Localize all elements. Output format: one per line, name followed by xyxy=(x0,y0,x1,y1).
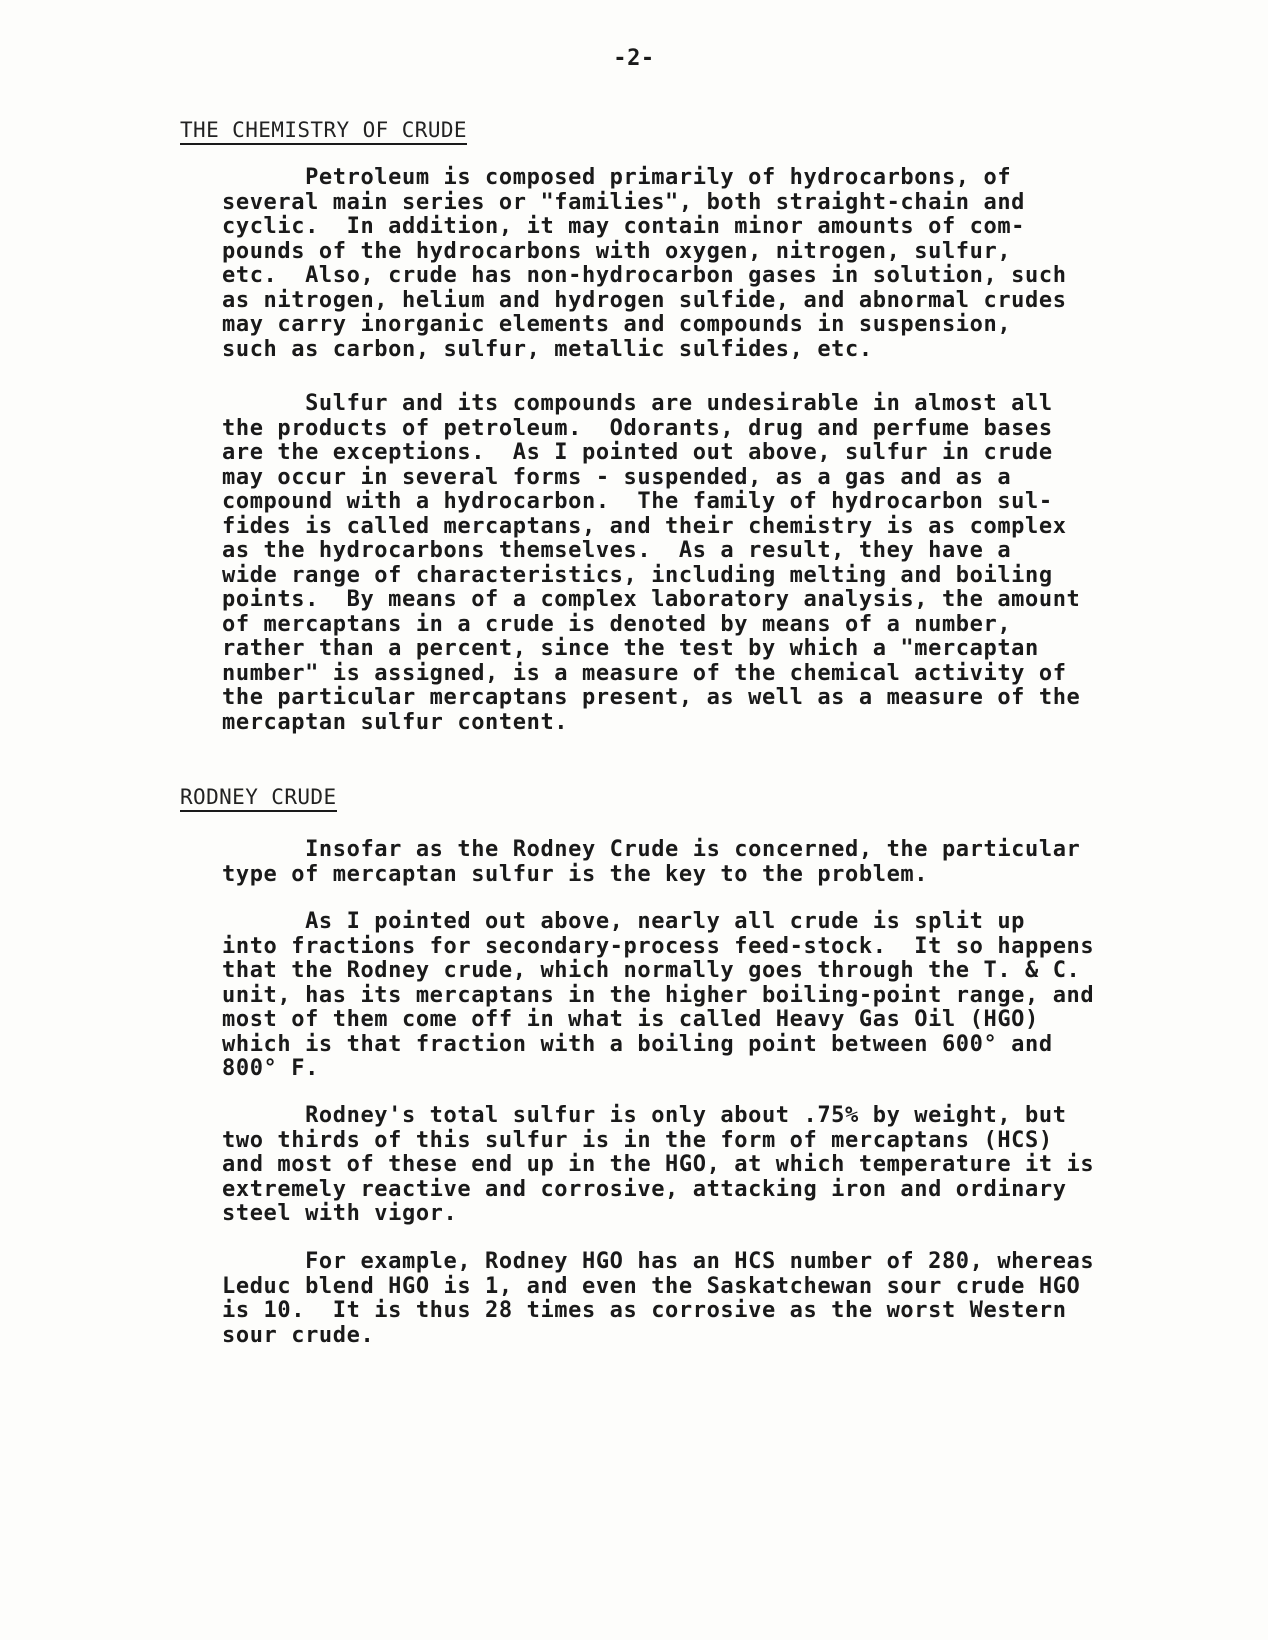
text-line: that the Rodney crude, which normally goes through the T. & C. xyxy=(222,958,1081,983)
text-line: Sulfur and its compounds are undesirable in almost all xyxy=(222,391,1053,416)
text-line: compound with a hydrocarbon. The family of hydrocarbon sul- xyxy=(222,489,1053,514)
text-line: Petroleum is composed primarily of hydrocarbons, of xyxy=(222,165,1012,190)
text-line: pounds of the hydrocarbons with oxygen, nitrogen, sulfur, xyxy=(222,238,1012,264)
text-line: Rodney's total sulfur is only about .75% by weight, but xyxy=(222,1103,1067,1128)
text-line: is 10. It is thus 28 times as corrosive as the worst Western xyxy=(222,1298,1067,1323)
text-line: may occur in several forms - suspended, as a gas and as a xyxy=(222,464,1012,490)
text-line: Leduc blend HGO is 1, and even the Saskatchewan sour crude HGO xyxy=(222,1273,1081,1299)
text-line: 800° F. xyxy=(222,1056,319,1081)
text-line: into fractions for secondary-process feed-stock. It so happens xyxy=(222,933,1095,959)
text-line: several main series or "families", both straight-chain and xyxy=(222,189,1026,215)
section-heading-chemistry: THE CHEMISTRY OF CRUDE xyxy=(180,118,467,145)
text-line: wide range of characteristics, including melting and boiling xyxy=(222,562,1053,588)
text-line: extremely reactive and corrosive, attacking iron and ordinary xyxy=(222,1176,1067,1202)
text-line: two thirds of this sulfur is in the form of mercaptans (HCS) xyxy=(222,1127,1053,1153)
section-heading-rodney: RODNEY CRUDE xyxy=(180,785,337,812)
text-line: number" is assigned, is a measure of the chemical activity of xyxy=(222,660,1067,686)
text-line: sour crude. xyxy=(222,1322,375,1348)
text-line: mercaptan sulfur content. xyxy=(222,709,569,735)
paragraph-rodney-intro xyxy=(222,838,1152,887)
paragraph-fractions xyxy=(222,910,1152,1082)
paragraph-petroleum-composition xyxy=(222,166,1152,362)
text-line: etc. Also, crude has non-hydrocarbon gases in solution, such xyxy=(222,263,1067,288)
text-line: type of mercaptan sulfur is the key to the problem. xyxy=(222,861,929,887)
text-line: may carry inorganic elements and compounds in suspension, xyxy=(222,312,1012,337)
text-line: cyclic. In addition, it may contain minor amounts of com- xyxy=(222,214,1026,239)
paragraph-total-sulfur xyxy=(222,1104,1152,1227)
text-line: points. By means of a complex laboratory analysis, the amount xyxy=(222,587,1081,612)
text-line: steel with vigor. xyxy=(222,1201,458,1226)
text-line: unit, has its mercaptans in the higher boiling-point range, and xyxy=(222,982,1095,1008)
page-number: -2- xyxy=(613,46,655,71)
text-line: As I pointed out above, nearly all crude is split up xyxy=(222,909,1026,934)
text-line: rather than a percent, since the test by which a "mercaptan xyxy=(222,636,1039,661)
text-line: are the exceptions. As I pointed out above, sulfur in crude xyxy=(222,440,1053,465)
text-line: the particular mercaptans present, as well as a measure of the xyxy=(222,685,1081,710)
text-line: Insofar as the Rodney Crude is concerned, the particular xyxy=(222,837,1081,862)
text-line: such as carbon, sulfur, metallic sulfides, etc. xyxy=(222,336,873,362)
text-line: fides is called mercaptans, and their chemistry is as complex xyxy=(222,513,1067,539)
paragraph-example xyxy=(222,1250,1152,1348)
text-line: and most of these end up in the HGO, at which temperature it is xyxy=(222,1152,1095,1177)
text-line: most of them come off in what is called Heavy Gas Oil (HGO) xyxy=(222,1007,1039,1032)
paragraph-sulfur-compounds xyxy=(222,392,1152,735)
text-line: as the hydrocarbons themselves. As a result, they have a xyxy=(222,538,1012,563)
text-line: For example, Rodney HGO has an HCS number of 280, whereas xyxy=(222,1249,1095,1274)
text-line: the products of petroleum. Odorants, drug and perfume bases xyxy=(222,415,1053,441)
text-line: which is that fraction with a boiling point between 600° and xyxy=(222,1031,1053,1057)
text-line: of mercaptans in a crude is denoted by means of a number, xyxy=(222,611,1012,637)
text-line: as nitrogen, helium and hydrogen sulfide, and abnormal crudes xyxy=(222,287,1067,313)
